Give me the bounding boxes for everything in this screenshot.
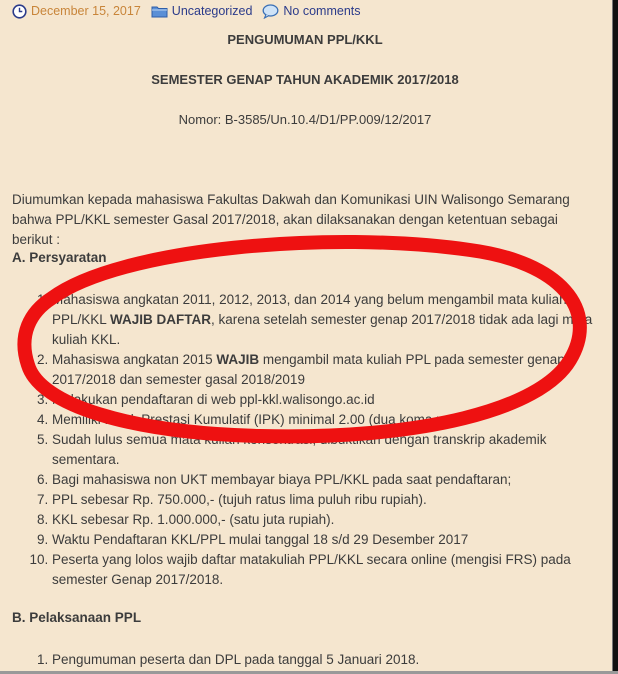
requirement-item: 2. Mahasiswa angkatan 2015 WAJIB mengambil mata kuliah PPL pada semester genap 2017/2018 dan semester gasal 2018/2019 xyxy=(52,350,604,390)
category-link[interactable] xyxy=(151,4,253,18)
date-text: December 15, 2017 xyxy=(31,4,141,18)
comments-link[interactable] xyxy=(262,4,360,19)
requirement-item: 8. KKL sebesar Rp. 1.000.000,- (satu juta rupiah). xyxy=(52,510,604,530)
clock-icon xyxy=(12,4,27,19)
requirement-item: 10. Peserta yang lolos wajib daftar matakuliah PPL/KKL secara online (mengisi FRS) pada semester Genap 2017/2018. xyxy=(52,550,604,590)
section-a-title: A. Persyaratan xyxy=(12,250,107,265)
requirement-item: 7. PPL sebesar Rp. 750.000,- (tujuh ratus lima puluh ribu rupiah). xyxy=(52,490,604,510)
document-number: Nomor: B-3585/Un.10.4/D1/PP.009/12/2017 xyxy=(178,112,432,127)
intro-paragraph: Diumumkan kepada mahasiswa Fakultas Dakwah dan Komunikasi UIN Walisongo Semarang bahwa PPL/KKL semester Gasal 2017/2018, akan dilaksanakan dengan ketentuan sebagai berikut : xyxy=(12,192,570,247)
requirement-item: 1. Mahasiswa angkatan 2011, 2012, 2013, dan 2014 yang belum mengambil mata kuliah PPL/KKL WAJIB DAFTAR, karena setelah semester genap 2017/2018 tidak ada lagi mata kuliah KKL. xyxy=(52,290,604,350)
announcement-title: PENGUMUMAN PPL/KKL xyxy=(227,32,383,47)
folder-icon xyxy=(151,5,168,18)
requirement-item: 5. Sudah lulus semua mata kuliah konsentrasi, dibuktikan dengan transkrip akademik sementara. xyxy=(52,430,604,470)
category-text: Uncategorized xyxy=(171,4,253,18)
section-b-title: B. Pelaksanaan PPL xyxy=(12,610,142,625)
post-date xyxy=(12,4,141,19)
comments-text: No comments xyxy=(283,4,361,18)
implementation-list xyxy=(12,650,604,670)
requirement-item: 4. Memiliki Indek Prestasi Kumulatif (IPK) minimal 2.00 (dua koma nol) xyxy=(52,410,604,430)
comment-icon xyxy=(262,4,279,19)
post-meta xyxy=(12,2,371,20)
requirement-item: 6. Bagi mahasiswa non UKT membayar biaya PPL/KKL pada saat pendaftaran; xyxy=(52,470,604,490)
semester-heading: SEMESTER GENAP TAHUN AKADEMIK 2017/2018 xyxy=(151,72,459,87)
requirements-list xyxy=(12,290,604,590)
requirement-item: 9. Waktu Pendaftaran KKL/PPL mulai tanggal 18 s/d 29 Desember 2017 xyxy=(52,530,604,550)
implementation-item: 1. Pengumuman peserta dan DPL pada tanggal 5 Januari 2018. xyxy=(52,650,604,670)
requirement-item: 3. Melakukan pendaftaran di web ppl-kkl.walisongo.ac.id xyxy=(52,390,604,410)
window-right-border xyxy=(612,0,618,674)
